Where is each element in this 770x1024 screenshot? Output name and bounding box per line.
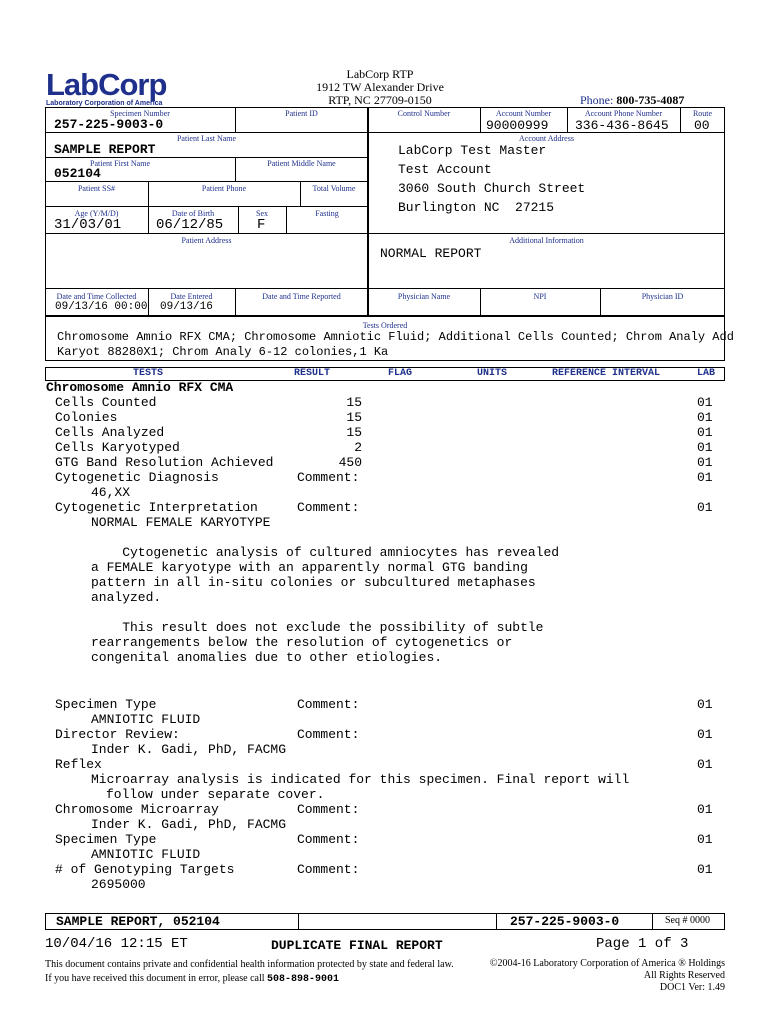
age: 31/03/01 (54, 217, 122, 233)
footer-specimen: 257-225-9003-0 (510, 914, 620, 929)
result-comment: AMNIOTIC FLUID (91, 847, 201, 862)
test-result: Comment: (297, 862, 360, 877)
patient-last-name-label: Patient Last Name (176, 134, 237, 143)
result-row (0, 757, 770, 772)
specimen-number-label: Specimen Number (110, 109, 170, 118)
narrative-line (91, 605, 559, 620)
test-result: 15 (346, 395, 362, 410)
test-result: Comment: (297, 470, 360, 485)
test-lab: 01 (697, 440, 713, 455)
privacy-text: If you have received this document in error, please call (45, 973, 265, 984)
narrative-line: rearrangements below the resolution of cytogenetics or (91, 635, 513, 650)
tests-ordered-line: Karyot 88280X1; Chrom Analy 6-12 colonies,1 Ka (57, 345, 389, 359)
test-name: Chromosome Microarray (55, 802, 219, 817)
account-address-label: Account Address (519, 134, 574, 143)
result-comment: Inder K. Gadi, PhD, FACMG (91, 817, 287, 832)
account-phone-label: Account Phone Number (584, 109, 663, 118)
patient-address-label: Patient Address (181, 236, 232, 245)
patient-ss-label: Patient SS# (77, 184, 116, 193)
dob: 06/12/85 (156, 217, 224, 233)
narrative-line: This result does not exclude the possibility of subtle (91, 620, 544, 635)
date-entered: 09/13/16 (160, 301, 213, 313)
test-lab: 01 (697, 395, 713, 410)
logo-wordmark: LabCorp (46, 67, 167, 102)
sex: F (257, 217, 266, 233)
additional-info: NORMAL REPORT (380, 246, 482, 261)
account-phone: 336-436-8645 (575, 118, 669, 133)
test-lab: 01 (697, 410, 713, 425)
date-collected: 09/13/16 00:00 (55, 301, 148, 313)
test-name: Colonies (55, 410, 118, 425)
test-result: 450 (338, 455, 362, 470)
npi-label: NPI (533, 292, 547, 301)
result-comment: 2695000 (91, 877, 146, 892)
additional-info-label: Additional Information (509, 236, 584, 245)
col-lab: LAB (697, 368, 716, 379)
test-name: Cytogenetic Interpretation (55, 500, 258, 515)
narrative-line: analyzed. (91, 590, 162, 605)
test-lab: 01 (697, 697, 713, 712)
col-reference: REFERENCE INTERVAL (552, 368, 661, 379)
control-number-label: Control Number (397, 109, 451, 118)
result-row (0, 395, 770, 410)
test-name: Cells Karyotyped (55, 440, 180, 455)
route: 00 (694, 118, 710, 133)
physician-id-label: Physician ID (641, 292, 684, 301)
result-row (0, 832, 770, 847)
physician-name-label: Physician Name (397, 292, 451, 301)
date-reported-label: Date and Time Reported (262, 292, 341, 301)
section-title: Chromosome Amnio RFX CMA (46, 380, 234, 395)
result-comment: follow under separate cover. (106, 787, 325, 802)
col-units: UNITS (477, 368, 508, 379)
narrative (91, 545, 559, 665)
col-tests: TESTS (133, 368, 164, 379)
test-name: GTG Band Resolution Achieved (55, 455, 274, 470)
date-collected-label: Date and Time Collected (56, 292, 137, 301)
dob-label: Date of Birth (171, 209, 215, 218)
logo-tagline: Laboratory Corporation of America (46, 100, 163, 107)
version-line: DOC1 Ver: 1.49 (659, 982, 725, 993)
patient-last-name: SAMPLE REPORT (54, 142, 156, 157)
test-result: Comment: (297, 727, 360, 742)
result-comment: NORMAL FEMALE KARYOTYPE (91, 515, 271, 530)
test-name: Director Review: (55, 727, 180, 742)
test-lab: 01 (697, 727, 713, 742)
result-row (0, 440, 770, 455)
test-lab: 01 (697, 862, 713, 877)
patient-first-name: 052104 (54, 166, 101, 181)
result-row (0, 425, 770, 440)
narrative-line: a FEMALE karyotype with an apparently normal GTG banding (91, 560, 528, 575)
phone-number: 800-735-4087 (616, 93, 685, 107)
test-name: Reflex (55, 757, 102, 772)
footer-report-type: DUPLICATE FINAL REPORT (271, 938, 443, 953)
test-lab: 01 (697, 470, 713, 485)
test-lab: 01 (697, 455, 713, 470)
footer-patient: SAMPLE REPORT, 052104 (56, 914, 220, 929)
result-row (0, 455, 770, 470)
result-row (0, 802, 770, 817)
lab-address-1: 1912 TW Alexander Drive (316, 80, 444, 94)
test-result: Comment: (297, 832, 360, 847)
date-entered-label: Date Entered (170, 292, 213, 301)
test-name: Cells Analyzed (55, 425, 165, 440)
footer-datetime: 10/04/16 12:15 ET (45, 936, 188, 952)
narrative-line: Cytogenetic analysis of cultured amniocytes has revealed (91, 545, 560, 560)
fasting-label: Fasting (315, 209, 339, 218)
specimen-number: 257-225-9003-0 (54, 117, 164, 132)
age-label: Age (Y/M/D) (74, 209, 119, 218)
patient-first-name-label: Patient First Name (90, 159, 150, 168)
footer-seq: Seq # 0000 (665, 915, 710, 926)
col-flag: FLAG (388, 368, 413, 379)
account-address-line: Test Account (398, 162, 492, 177)
lab-address-2: RTP, NC 27709-0150 (328, 93, 432, 107)
account-number-label: Account Number (495, 109, 552, 118)
account-number: 90000999 (486, 118, 549, 133)
test-name: Cytogenetic Diagnosis (55, 470, 219, 485)
test-lab: 01 (697, 757, 713, 772)
total-volume-label: Total Volume (312, 184, 356, 193)
test-result: Comment: (297, 802, 360, 817)
account-address-line: 3060 South Church Street (398, 181, 586, 196)
lab-name: LabCorp RTP (346, 67, 414, 81)
result-row (0, 500, 770, 515)
test-name: Cells Counted (55, 395, 157, 410)
test-result: Comment: (297, 697, 360, 712)
narrative-line: pattern in all in-situ colonies or subcultured metaphases (91, 575, 536, 590)
test-lab: 01 (697, 425, 713, 440)
lab-phone (580, 93, 684, 108)
test-name: # of Genotyping Targets (55, 862, 235, 877)
tests-ordered-line: Chromosome Amnio RFX CMA; Chromosome Amniotic Fluid; Additional Cells Counted; Chrom Analy Add (57, 330, 734, 344)
test-lab: 01 (697, 832, 713, 847)
result-row (0, 470, 770, 485)
col-result: RESULT (294, 368, 331, 379)
result-comment: AMNIOTIC FLUID (91, 712, 201, 727)
result-comment: Inder K. Gadi, PhD, FACMG (91, 742, 287, 757)
route-label: Route (692, 109, 713, 118)
test-result: 15 (346, 410, 362, 425)
labcorp-logo (46, 67, 167, 108)
footer-copyright (490, 958, 725, 994)
result-row (0, 410, 770, 425)
result-comment: 46,XX (91, 485, 131, 500)
test-lab: 01 (697, 802, 713, 817)
test-name: Specimen Type (55, 832, 157, 847)
phone-label: Phone: (580, 93, 614, 107)
account-address-line: Burlington NC 27215 (398, 200, 555, 215)
patient-id-label: Patient ID (285, 109, 318, 118)
patient-phone-label: Patient Phone (201, 184, 247, 193)
footer-page: Page 1 of 3 (596, 936, 689, 952)
result-row (0, 697, 770, 712)
result-row (0, 727, 770, 742)
privacy-phone: 508-898-9001 (267, 974, 340, 985)
result-row (0, 862, 770, 877)
test-result: Comment: (297, 500, 360, 515)
test-lab: 01 (697, 500, 713, 515)
patient-middle-name-label: Patient Middle Name (267, 159, 336, 168)
sex-label: Sex (256, 209, 268, 218)
test-result: 15 (346, 425, 362, 440)
lab-info (300, 68, 460, 107)
privacy-line-2 (45, 972, 454, 987)
account-address-line: LabCorp Test Master (398, 143, 547, 158)
result-comment: Microarray analysis is indicated for this specimen. Final report will (91, 772, 630, 787)
account-address (398, 141, 585, 217)
narrative-line: congenital anomalies due to other etiologies. (91, 650, 443, 665)
test-result: 2 (354, 440, 362, 455)
privacy-line-1: This document contains private and confidential health information protected by state and federal law. (45, 959, 454, 970)
test-name: Specimen Type (55, 697, 157, 712)
rights-line: All Rights Reserved (643, 970, 725, 981)
footer-privacy (45, 958, 454, 987)
copyright-line: ©2004-16 Laboratory Corporation of America ® Holdings (489, 958, 725, 969)
tests-ordered-label: Tests Ordered (362, 321, 408, 330)
